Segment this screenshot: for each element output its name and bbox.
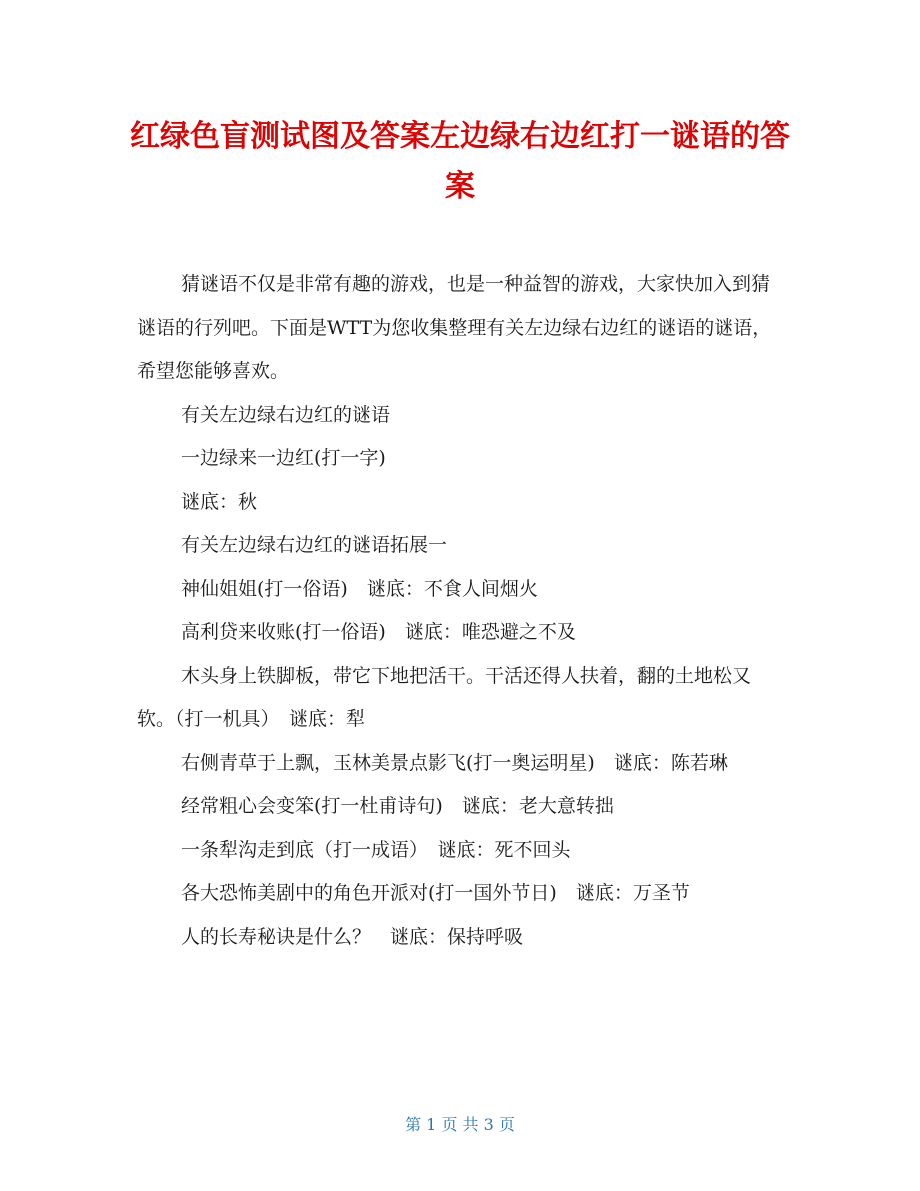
paragraph: 经常粗心会变笨(打一杜甫诗句) 谜底：老大意转拙 xyxy=(181,795,614,817)
paragraph: 右侧青草于上飘，玉林美景点影飞(打一奥运明星) 谜底：陈若琳 xyxy=(181,751,728,774)
paragraph: 一边绿来一边红(打一字) xyxy=(181,447,386,469)
page-number-footer: 第 1 页 共 3 页 xyxy=(405,1115,515,1134)
document-title: 红绿色盲测试图及答案左边绿右边红打一谜语的答案 xyxy=(130,119,790,204)
paragraph: 神仙姐姐(打一俗语) 谜底：不食人间烟火 xyxy=(181,577,538,600)
document-body xyxy=(137,263,777,959)
paragraph: 各大恐怖美剧中的角色开派对(打一国外节日) 谜底：万圣节 xyxy=(181,882,690,904)
paragraph: 木头身上铁脚板，带它下地把活干。干活还得人扶着，翻的土地松又软。（打一机具） 谜底：犁 xyxy=(137,664,752,730)
paragraph: 高利贷来收账(打一俗语) 谜底：唯恐避之不及 xyxy=(181,621,576,643)
paragraph: 人的长寿秘诀是什么？ 谜底：保持呼吸 xyxy=(181,925,524,948)
paragraph: 一条犁沟走到底（打一成语） 谜底：死不回头 xyxy=(181,838,571,861)
paragraph: 谜底：秋 xyxy=(181,490,258,513)
paragraph: 猜谜语不仅是非常有趣的游戏，也是一种益智的游戏，大家快加入到猜谜语的行列吧。下面是WTT为您收集整理有关左边绿右边红的谜语的谜语，希望您能够喜欢。 xyxy=(137,273,772,382)
paragraph: 有关左边绿右边红的谜语 xyxy=(181,403,391,426)
paragraph: 有关左边绿右边红的谜语拓展一 xyxy=(181,534,448,556)
